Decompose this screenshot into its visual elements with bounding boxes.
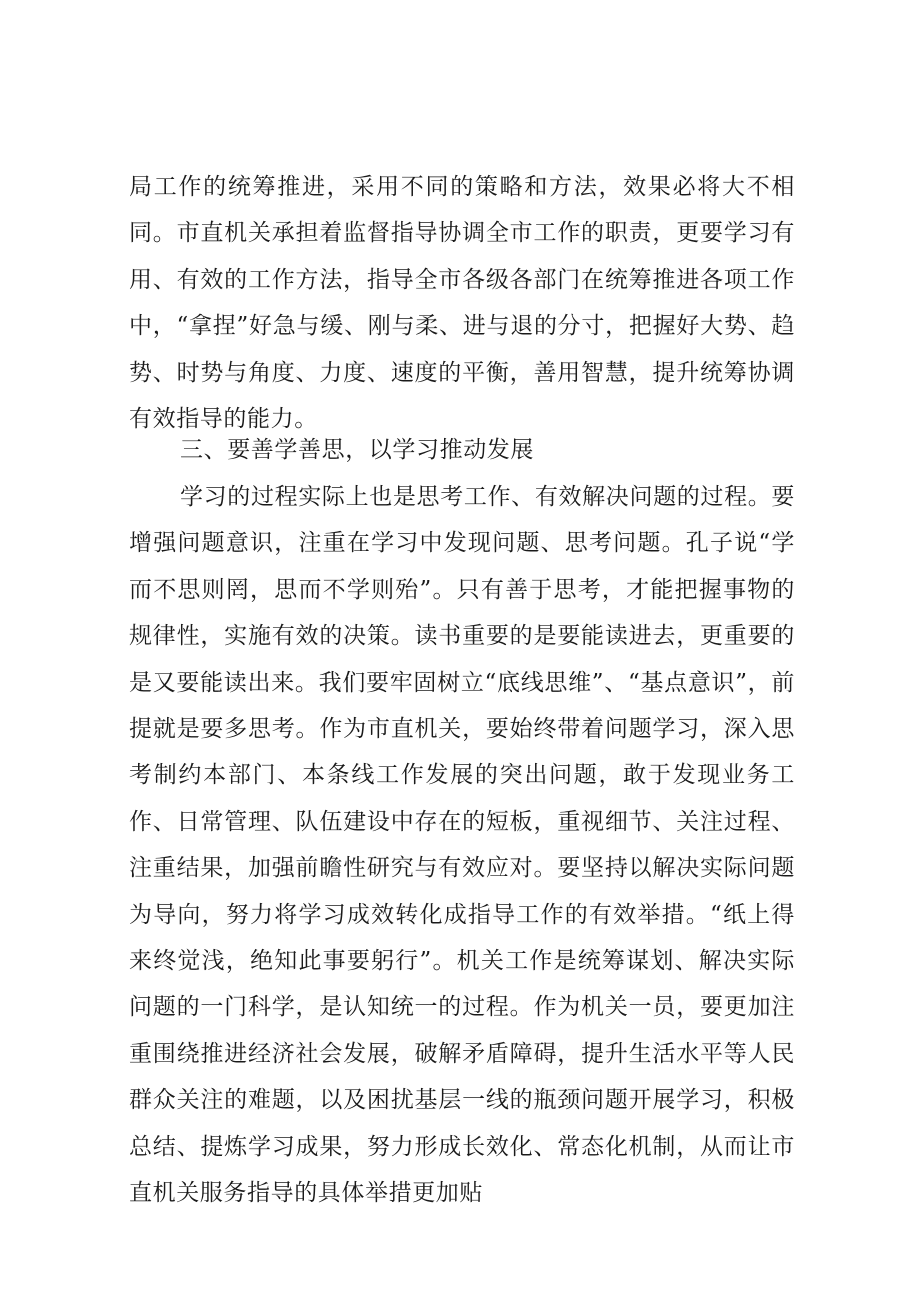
section-heading [129, 427, 795, 473]
paragraph-main [129, 474, 795, 1217]
paragraph-continued-text: 局工作的统筹推进，采用不同的策略和方法，效果必将大不相同。市直机关承担着监督指导协调全市工作的职责，更要学习有用、有效的工作方法，指导全市各级各部门在统筹推进各项工作中，“拿捏”好急与缓、刚与柔、进与退的分寸，把握好大势、趋势、时势与角度、力度、速度的平衡，善用智慧，提升统筹协调有效指导的能力。 [129, 174, 795, 433]
paragraph-continued [129, 164, 795, 442]
section-heading-text: 三、要善学善思，以学习推动发展 [180, 437, 534, 463]
paragraph-main-text: 学习的过程实际上也是思考工作、有效解决问题的过程。要增强问题意识，注重在学习中发现问题、思考问题。孔子说“学而不思则罔，思而不学则殆”。只有善于思考，才能把握事物的规律性，实施有效的决策。读书重要的是要能读进去，更重要的是又要能读出来。我们要牢固树立“底线思维”、“基点意识”，前提就是要多思考。作为市直机关，要始终带着问题学习，深入思考制约本部门、本条线工作发展的突出问题，敢于发现业务工作、日常管理、队伍建设中存在的短板，重视细节、关注过程、注重结果，加强前瞻性研究与有效应对。要坚持以解决实际问题为导向，努力将学习成效转化成指导工作的有效举措。“纸上得来终觉浅，绝知此事要躬行”。机关工作是统筹谋划、解决实际问题的一门科学，是认知统一的过程。作为机关一员，要更加注重围绕推进经济社会发展，破解矛盾障碍，提升生活水平等人民群众关注的难题，以及困扰基层一线的瓶颈问题开展学习，积极总结、提炼学习成果，努力形成长效化、常态化机制，从而让市直机关服务指导的具体举措更加贴 [129, 484, 795, 1207]
